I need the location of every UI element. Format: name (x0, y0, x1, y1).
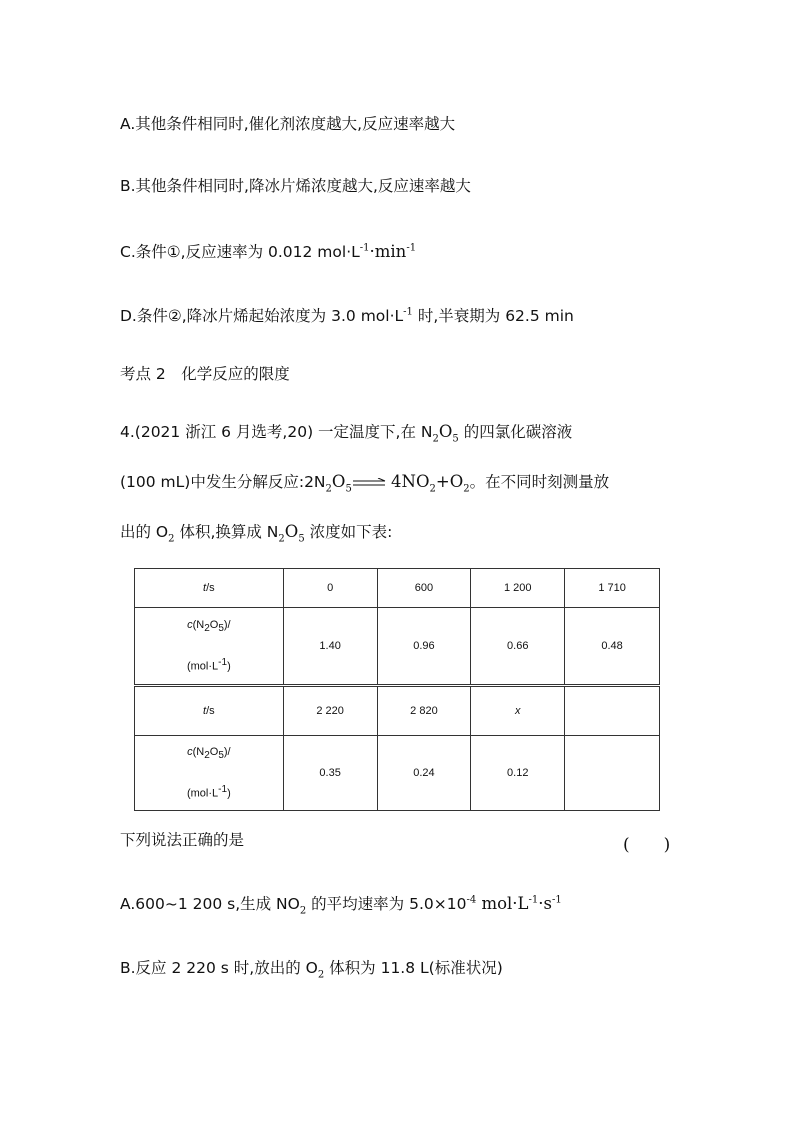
q2-sub3: 2 (429, 483, 436, 495)
q2-text-b: O (331, 472, 346, 491)
opt-b-text-a: B.反应 2 220 s 时,放出的 O (120, 959, 318, 977)
question-line-2 (120, 470, 609, 494)
option-c-exp1: -1 (359, 242, 370, 254)
q3-sub3: 5 (298, 533, 305, 545)
option-d-suffix: 时,半衰期为 62.5 min (412, 307, 574, 325)
q2-text-a: (100 mL)中发生分解反应:2N (120, 473, 326, 491)
option-a-rate (120, 892, 562, 916)
concentration-cell: 0.66 (471, 608, 565, 686)
opt-b-text-b: 体积为 11.8 L(标准状况) (324, 959, 503, 977)
option-b-norbornene: B.其他条件相同时,降冰片烯浓度越大,反应速率越大 (120, 177, 471, 195)
q1-text-c: 的四氯化碳溶液 (458, 423, 573, 441)
time-cell: 1 200 (471, 569, 565, 608)
question-line-3 (120, 520, 392, 544)
option-d-halflife (120, 304, 574, 326)
q3-sub2: 2 (278, 533, 285, 545)
q1-sub2: 5 (452, 433, 459, 445)
q1-sub1: 2 (432, 433, 439, 445)
time-cell: 2 220 (283, 686, 377, 736)
concentration-cell: 0.12 (471, 736, 565, 811)
q3-sub1: 2 (168, 533, 175, 545)
table-row (135, 686, 660, 736)
opt-b-sub: 2 (317, 969, 325, 981)
opt-a-sub: 2 (299, 905, 307, 917)
opt-a-text-b: 的平均速率为 5.0×10 (306, 895, 467, 913)
opt-a-exp1: -4 (466, 894, 477, 906)
q3-text-b: 体积,换算成 N (174, 523, 279, 541)
q1-text-a: 4.(2021 浙江 6 月选考,20) 一定温度下,在 N (120, 423, 433, 441)
q3-text-c: O (284, 522, 299, 541)
concentration-cell: 0.96 (377, 608, 471, 686)
time-header-cell: t/s (135, 686, 284, 736)
q3-text-a: 出的 O (120, 523, 169, 541)
q2-text-d: +O (435, 472, 464, 491)
concentration-cell: 0.48 (565, 608, 660, 686)
concentration-table (134, 568, 660, 811)
time-header-cell: t/s (135, 569, 284, 608)
q2-sub1: 2 (325, 483, 332, 495)
concentration-cell: 1.40 (283, 608, 377, 686)
answer-parentheses: ( ) (623, 835, 671, 855)
equilibrium-arrow-icon (352, 478, 386, 488)
opt-a-exp2: -1 (528, 894, 539, 906)
concentration-header-cell: $c(N_2O_5)/$ $(mol\cdot L^{-1})$ (135, 608, 284, 686)
table-row (135, 736, 660, 811)
q2-text-e: 。在不同时刻测量放 (469, 473, 610, 491)
option-a-catalyst: A.其他条件相同时,催化剂浓度越大,反应速率越大 (120, 115, 456, 133)
opt-a-exp3: -1 (551, 894, 562, 906)
table-row (135, 569, 660, 608)
option-c-text: C.条件①,反应速率为 0.012 mol·L (120, 243, 360, 261)
q2-sub2: 5 (345, 483, 352, 495)
option-d-exp: -1 (403, 306, 413, 318)
opt-a-text-d: ·s (538, 894, 552, 913)
option-c-rate (120, 240, 416, 262)
opt-a-text-c: mol·L (476, 894, 529, 913)
option-b-volume (120, 956, 503, 980)
time-cell: 0 (283, 569, 377, 608)
time-cell-unknown: x (471, 686, 565, 736)
concentration-cell-empty (565, 736, 660, 811)
opt-a-text-a: A.600~1 200 s,生成 NO (120, 895, 300, 913)
concentration-cell: 0.35 (283, 736, 377, 811)
q2-sub4: 2 (463, 483, 470, 495)
time-cell: 600 (377, 569, 471, 608)
option-c-exp2: -1 (406, 242, 417, 254)
option-d-text: D.条件②,降冰片烯起始浓度为 3.0 mol·L (120, 307, 404, 325)
table-row (135, 608, 660, 686)
question-line-1 (120, 420, 572, 444)
concentration-cell: 0.24 (377, 736, 471, 811)
time-cell: 1 710 (565, 569, 660, 608)
question-prompt: 下列说法正确的是 (120, 831, 245, 849)
q2-text-c: 4NO (385, 472, 430, 491)
q3-text-d: 浓度如下表: (304, 523, 393, 541)
time-cell: 2 820 (377, 686, 471, 736)
time-cell-empty (565, 686, 660, 736)
option-c-mid: ·min (369, 242, 407, 261)
q1-text-b: O (438, 422, 453, 441)
concentration-header-cell: $c(N_2O_5)/$ $(mol\cdot L^{-1})$ (135, 736, 284, 811)
section-title: 考点 2 化学反应的限度 (120, 365, 290, 383)
